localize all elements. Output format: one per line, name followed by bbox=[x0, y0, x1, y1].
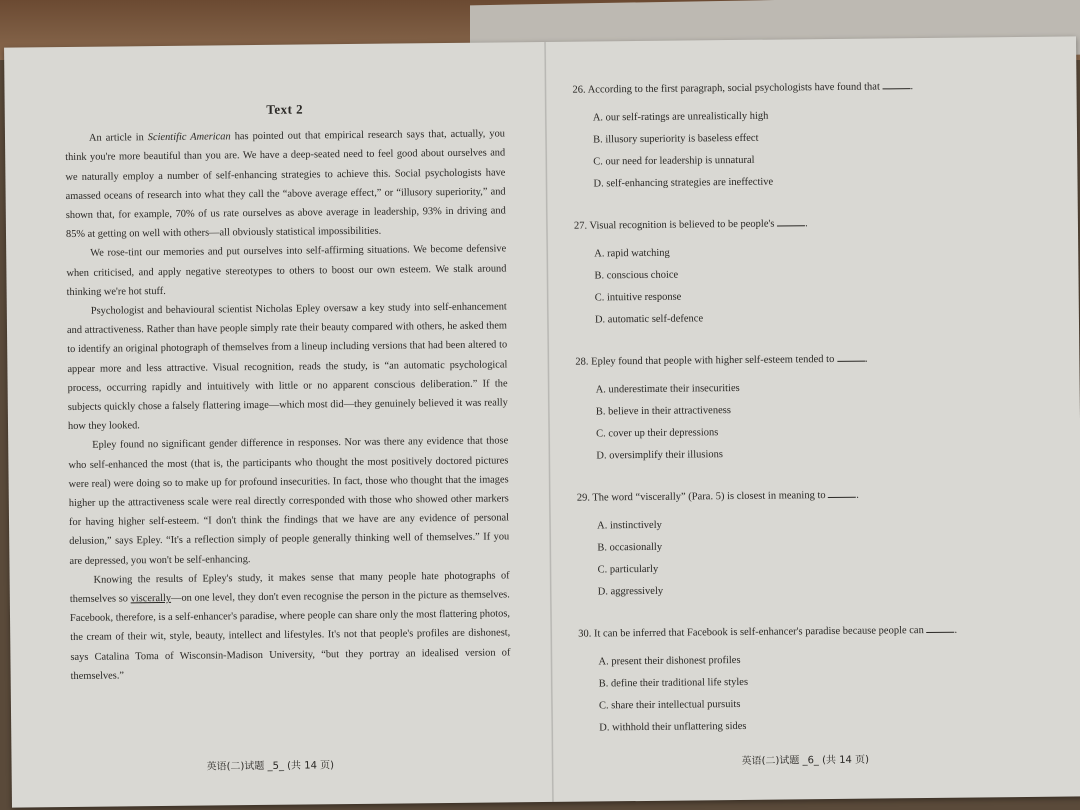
question-stem-end: . bbox=[856, 489, 859, 501]
question-stem-end: . bbox=[864, 353, 868, 365]
page-fold bbox=[544, 42, 554, 802]
passage-text: —on one level, they don't even recognise the person in the picture as themselves. Facebook, therefore, is a self-enhancer's paradise, where people can share only the most flattering photos, the cream of their wit, style, beauty, intellect and lifestyles. It's not that people's profiles are dishonest, says Catalina Toma of Wisconsin-Madison University, “but they portray an idealised version of themselves.” bbox=[69, 589, 511, 682]
question-stem bbox=[577, 485, 1017, 508]
answer-option: C. share their intellectual pursuits bbox=[598, 698, 741, 712]
question-stem-end: . bbox=[910, 81, 914, 93]
answer-option: C. intuitive response bbox=[594, 291, 682, 304]
passage-text: Knowing the results of Epley's study, it makes sense that many people hate photographs of themselves so bbox=[69, 570, 510, 606]
answer-option: A. underestimate their insecurities bbox=[595, 382, 740, 396]
question-item bbox=[572, 77, 1013, 196]
passage-title: Text 2 bbox=[266, 101, 304, 117]
answer-option: D. aggressively bbox=[597, 585, 664, 598]
answer-option: B. believe in their attractiveness bbox=[595, 405, 731, 418]
passage-italic-text: Scientific American bbox=[147, 131, 231, 144]
question-stem bbox=[574, 213, 1014, 236]
passage-text: Psychologist and behavioural scientist Nicholas Epley oversaw a key study into self-enhancement and attractiveness. Rather than have people simply rate their beauty compared with others, he asked them to identify an original photograph of themselves from a lineup including versions that had been altered to appear more and less attractive. Visual recognition, reads the study, is “an automatic psychological process, occurring rapidly and intuitively with little or no apparent conscious deliberation.” If the subjects quickly chose a falsely flattering image—which most did—they genuinely believed it was really how they looked. bbox=[66, 301, 508, 433]
question-stem-text: 29. The word “viscerally” (Para. 5) is closest in meaning to bbox=[576, 490, 826, 504]
passage-paragraph bbox=[70, 566, 511, 686]
question-item bbox=[577, 485, 1018, 604]
question-stem-text: 30. It can be inferred that Facebook is self-enhancer's paradise because people can bbox=[578, 625, 924, 640]
answer-blank bbox=[882, 78, 910, 89]
passage-paragraph bbox=[67, 297, 508, 436]
passage-paragraph bbox=[66, 240, 507, 302]
answer-option: D. self-enhancing strategies are ineffective bbox=[593, 176, 774, 190]
question-item bbox=[578, 621, 1019, 740]
passage-underline-text: viscerally bbox=[130, 592, 172, 605]
answer-option: A. present their dishonest profiles bbox=[598, 654, 741, 668]
question-stem-end: . bbox=[805, 218, 808, 230]
answer-option: B. occasionally bbox=[597, 541, 663, 554]
answer-blank bbox=[926, 622, 954, 633]
question-item bbox=[575, 349, 1016, 468]
passage-body bbox=[65, 125, 511, 686]
question-stem bbox=[578, 621, 1018, 644]
question-stem-end: . bbox=[954, 624, 958, 636]
answer-option: D. withhold their unflattering sides bbox=[599, 720, 747, 734]
answer-option: B. conscious choice bbox=[594, 269, 679, 282]
question-stem bbox=[575, 349, 1015, 372]
question-stem-text: 26. According to the first paragraph, social psychologists have found that bbox=[572, 81, 880, 96]
question-stem-text: 27. Visual recognition is believed to be people's bbox=[573, 218, 775, 232]
page-footer-right: 英语(二)试题 _6_ (共 14 页) bbox=[741, 754, 870, 767]
passage-paragraph bbox=[65, 125, 506, 245]
question-stem bbox=[572, 77, 1012, 100]
answer-blank bbox=[777, 215, 805, 226]
answer-option: C. our need for leadership is unnatural bbox=[593, 154, 755, 168]
answer-option: A. our self-ratings are unrealistically high bbox=[592, 110, 769, 124]
question-stem-text: 28. Epley found that people with higher self-esteem tended to bbox=[575, 353, 835, 368]
answer-option: B. illusory superiority is baseless effect bbox=[592, 132, 759, 146]
answer-option: A. instinctively bbox=[597, 519, 662, 532]
answer-blank bbox=[828, 487, 856, 498]
reading-passage bbox=[65, 97, 511, 686]
answer-option: C. particularly bbox=[597, 563, 659, 576]
passage-text: Epley found no significant gender difference in responses. Nor was there any evidence that those who self-enhanced the most (that is, the participants who thought the most positively doctored pictures were real) were doing so to make up for profound insecurities. In fact, those who thought that the images higher up the attractiveness scale were real directly corresponded with those who showed other markers for having higher self-esteem. “I don't think the findings that we have are any evidence of personal delusion,” says Epley. “It's a reflection simply of people generally thinking well of themselves.” If you are depressed, you won't be self-enhancing. bbox=[68, 435, 510, 567]
answer-option: D. automatic self-defence bbox=[594, 313, 704, 326]
answer-option: A. rapid watching bbox=[594, 247, 670, 260]
answer-option: D. oversimplify their illusions bbox=[596, 449, 723, 462]
question-list bbox=[572, 77, 1019, 762]
passage-text: has pointed out that empirical research says that, actually, you think you're more beautiful than you are. We have a deep-seated need to feel good about ourselves and we naturally employ a number of self-enhancing strategies to achieve this. Social psychologists have amassed oceans of research into what they call the “above average effect,” or “illusory superiority,” and shown that, for example, 70% of us rate ourselves as above average in leadership, 93% in driving and 85% at getting on well with others—all obviously statistical impossibilities. bbox=[65, 128, 506, 241]
question-item bbox=[574, 213, 1015, 332]
answer-option: B. define their traditional life styles bbox=[598, 676, 749, 690]
passage-text: An article in bbox=[88, 132, 148, 144]
passage-text: We rose-tint our memories and put ourselves into self-affirming situations. We become defensive when criticised, and apply negative stereotypes to others to boost our own esteem. We stalk around thinking we're hot stuff. bbox=[66, 243, 507, 298]
exam-sheet bbox=[4, 36, 1080, 807]
page-footer-left: 英语(二)试题 _5_ (共 14 页) bbox=[206, 760, 335, 773]
passage-paragraph bbox=[68, 432, 509, 571]
answer-blank bbox=[837, 351, 865, 362]
answer-option: C. cover up their depressions bbox=[596, 427, 719, 440]
